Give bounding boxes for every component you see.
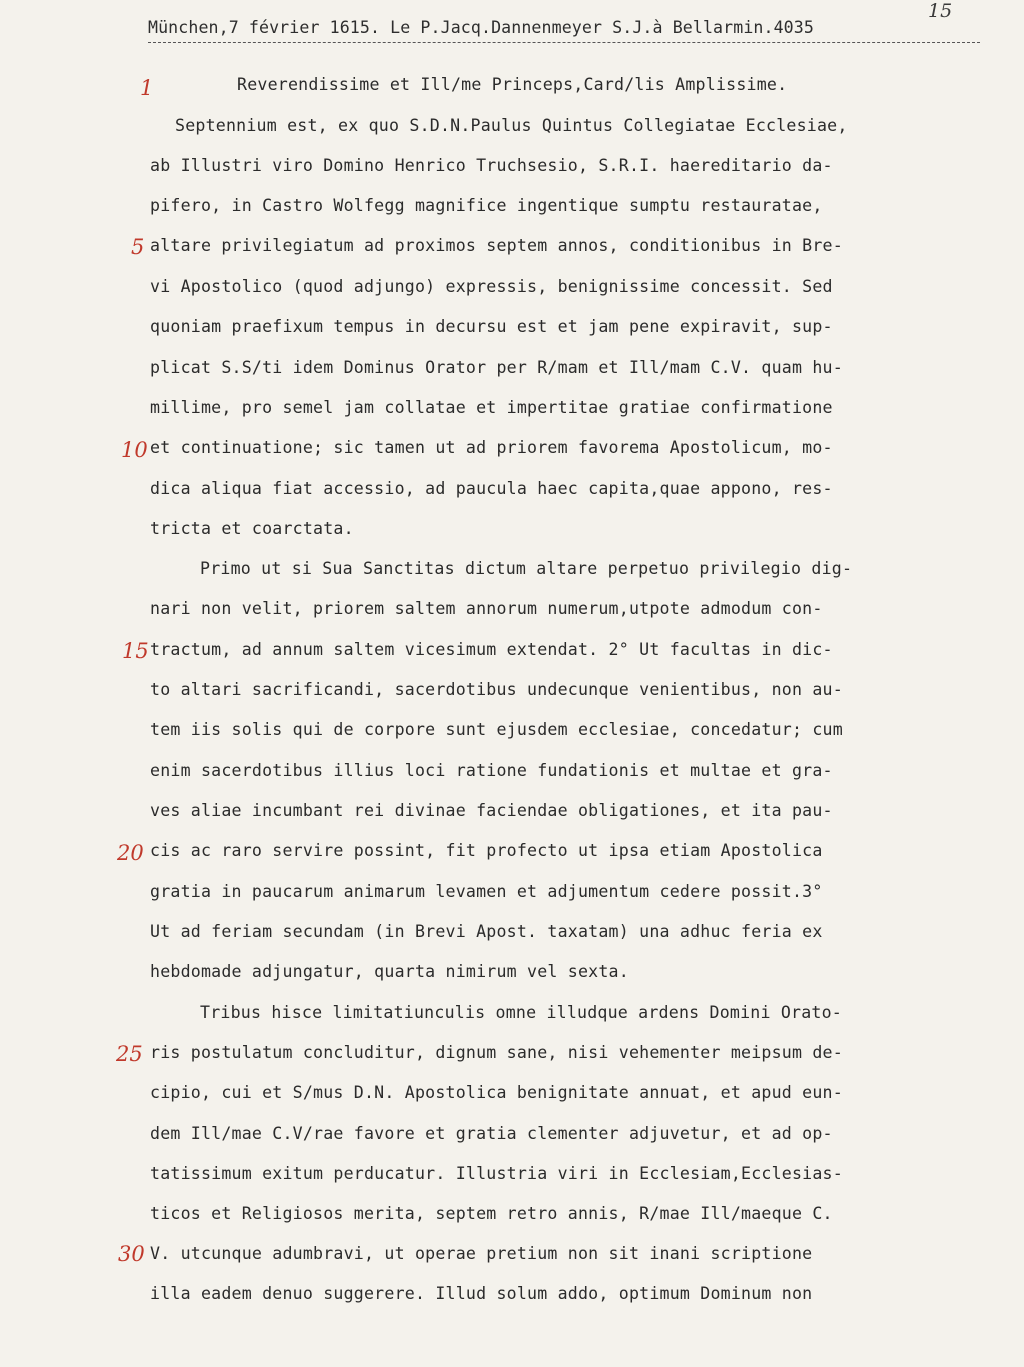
header-rule — [148, 42, 980, 43]
text-line: quoniam praefixum tempus in decursu est et jam pene expiravit, sup- — [150, 317, 833, 336]
text-line: millime, pro semel jam collatae et impertitae gratiae confirmatione — [150, 398, 833, 417]
text-line: altare privilegiatum ad proximos septem annos, conditionibus in Bre- — [150, 236, 843, 255]
margin-number: 1 — [140, 76, 154, 100]
margin-number: 30 — [118, 1242, 145, 1266]
text-line: Primo ut si Sua Sanctitas dictum altare perpetuo privilegio dig- — [200, 559, 853, 578]
margin-number: 15 — [122, 639, 149, 663]
margin-number: 10 — [121, 438, 148, 462]
text-line: vi Apostolico (quod adjungo) expressis, benignissime concessit. Sed — [150, 277, 833, 296]
text-line: hebdomade adjungatur, quarta nimirum vel sexta. — [150, 962, 629, 981]
text-line: ab Illustri viro Domino Henrico Truchsesio, S.R.I. haereditario da- — [150, 156, 833, 175]
text-line: tractum, ad annum saltem vicesimum extendat. 2° Ut facultas in dic- — [150, 640, 833, 659]
text-line: cis ac raro servire possint, fit profecto ut ipsa etiam Apostolica — [150, 841, 823, 860]
text-line: illa eadem denuo suggerere. Illud solum addo, optimum Dominum non — [150, 1284, 813, 1303]
text-line: pifero, in Castro Wolfegg magnifice ingentique sumptu restauratae, — [150, 196, 823, 215]
text-line: ris postulatum concluditur, dignum sane, nisi vehementer meipsum de- — [150, 1043, 843, 1062]
text-line: dem Ill/mae C.V/rae favore et gratia clementer adjuvetur, et ad op- — [150, 1124, 833, 1143]
letter-header: München,7 février 1615. Le P.Jacq.Dannenmeyer S.J.à Bellarmin.4035 — [148, 18, 814, 37]
text-line: V. utcunque adumbravi, ut operae pretium non sit inani scriptione — [150, 1244, 813, 1263]
text-line: Tribus hisce limitatiunculis omne illudque ardens Domini Orato- — [200, 1003, 842, 1022]
text-line: Reverendissime et Ill/me Princeps,Card/lis Amplissime. — [237, 75, 788, 94]
margin-number: 25 — [116, 1042, 143, 1066]
text-line: dica aliqua fiat accessio, ad paucula haec capita,quae appono, res- — [150, 479, 833, 498]
text-line: gratia in paucarum animarum levamen et adjumentum cedere possit.3° — [150, 882, 823, 901]
text-line: plicat S.S/ti idem Dominus Orator per R/mam et Ill/mam C.V. quam hu- — [150, 358, 843, 377]
text-line: ticos et Religiosos merita, septem retro annis, R/mae Ill/maeque C. — [150, 1204, 833, 1223]
text-line: enim sacerdotibus illius loci ratione fundationis et multae et gra- — [150, 761, 833, 780]
text-line: to altari sacrificandi, sacerdotibus undecunque venientibus, non au- — [150, 680, 843, 699]
folio-number: 15 — [928, 0, 953, 22]
text-line: et continuatione; sic tamen ut ad priorem favorema Apostolicum, mo- — [150, 438, 833, 457]
text-line: ves aliae incumbant rei divinae faciendae obligationes, et ita pau- — [150, 801, 833, 820]
margin-number: 5 — [131, 235, 145, 259]
margin-number: 20 — [117, 841, 144, 865]
text-line: Septennium est, ex quo S.D.N.Paulus Quintus Collegiatae Ecclesiae, — [175, 116, 848, 135]
text-line: Ut ad feriam secundam (in Brevi Apost. taxatam) una adhuc feria ex — [150, 922, 823, 941]
text-line: tem iis solis qui de corpore sunt ejusdem ecclesiae, concedatur; cum — [150, 720, 843, 739]
text-line: cipio, cui et S/mus D.N. Apostolica benignitate annuat, et apud eun- — [150, 1083, 843, 1102]
text-line: tricta et coarctata. — [150, 519, 354, 538]
text-line: nari non velit, priorem saltem annorum numerum,utpote admodum con- — [150, 599, 823, 618]
text-line: tatissimum exitum perducatur. Illustria viri in Ecclesiam,Ecclesias- — [150, 1164, 843, 1183]
